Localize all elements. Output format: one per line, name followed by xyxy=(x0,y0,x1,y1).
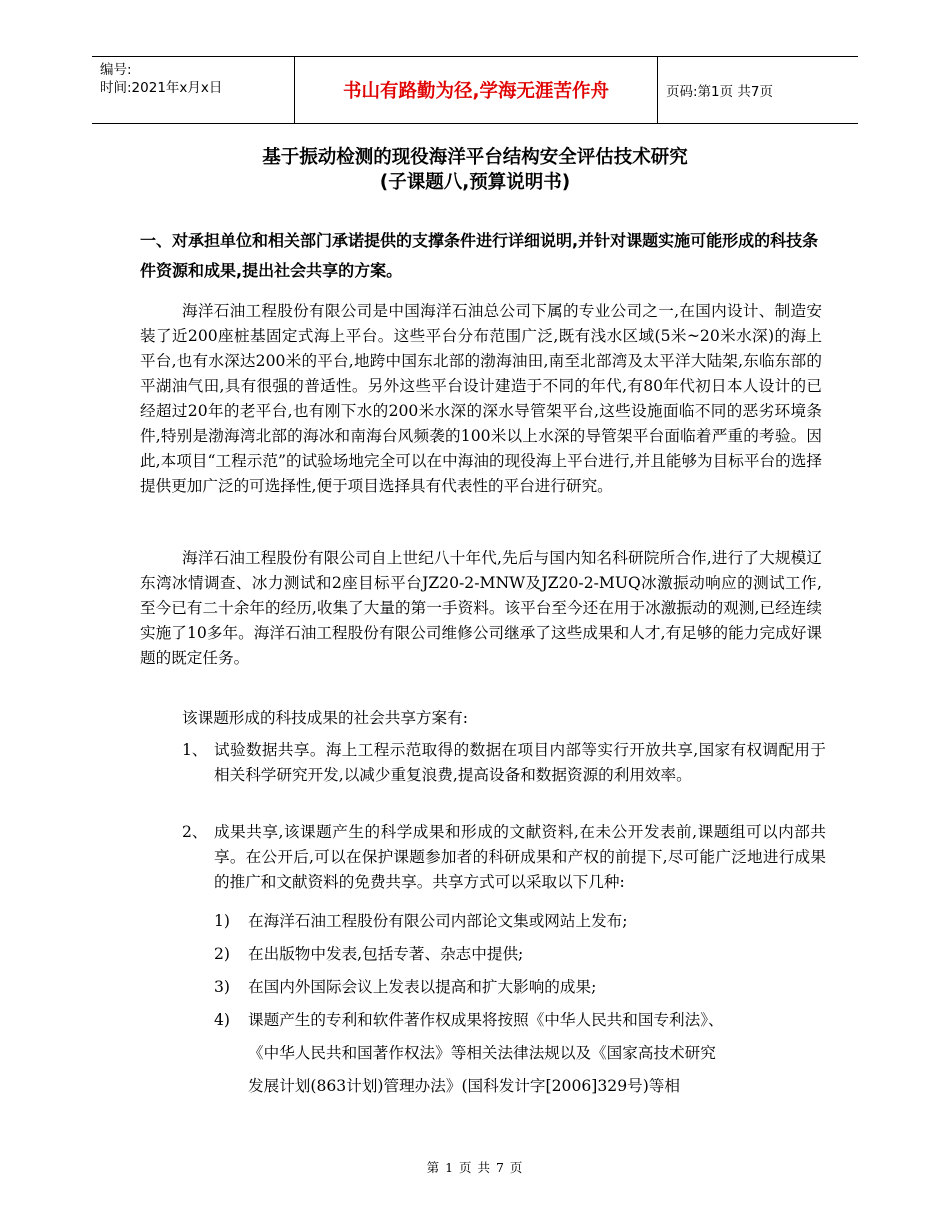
sub-item-marker: 1) xyxy=(214,912,231,930)
page-footer: 第 1 页 共 7 页 xyxy=(426,1160,524,1175)
sub-item-text: 在国内外国际会议上发表以提高和扩大影响的成果; xyxy=(248,978,597,996)
list-item-text: 试验数据共享。海上工程示范取得的数据在项目内部等实行开放共享,国家有权调配用于相关科学研究开发,以减少重复浪费,提高设备和数据资源的利用效率。 xyxy=(214,741,826,784)
motto-text: 书山有路勤为径,学海无涯苦作舟 xyxy=(342,81,610,102)
document-subtitle: (子课题八,预算说明书) xyxy=(379,172,571,193)
paragraph-2: 海洋石油工程股份有限公司自上世纪八十年代,先后与国内知名科研院所合作,进行了大规模辽东湾冰情调查、冰力测试和2座目标平台JZ20-2-MNW及JZ20-2-MUQ冰激振动响应的测试工作,至今已有二十余年的经历,收集了大量的第一手资料。该平台至今还在用于冰激振动的观测,已经连续实施了10多年。海洋石油工程股份有限公司维修公司继承了这些成果和人才,有足够的能力完成好课题的既定任务。 xyxy=(140,549,822,667)
paragraph-1: 海洋石油工程股份有限公司是中国海洋石油总公司下属的专业公司之一,在国内设计、制造安装了近200座桩基固定式海上平台。这些平台分布范围广泛,既有浅水区域(5米~20米水深)的海上平台,也有水深达200米的平台,地跨中国东北部的渤海油田,南至北部湾及太平洋大陆架,东临东部的平湖油气田,具有很强的普适性。另外这些平台设计建造于不同的年代,有80年代初日本人设计的已经超过20年的老平台,也有刚下水的200米水深的深水导管架平台,这些设施面临不同的恶劣环境条件,特别是渤海湾北部的海冰和南海台风频袭的100米以上水深的导管架平台面临着严重的考验。因此,本项目“工程示范”的试验场地完全可以在中海油的现役海上平台进行,并且能够为目标平台的选择提供更加广泛的可选择性,便于项目选择具有代表性的平台进行研究。 xyxy=(140,302,822,495)
page-info-text: 页码:第1页 共7页 xyxy=(666,84,774,100)
header-meta xyxy=(92,57,294,123)
sub-item-text: 在出版物中发表,包括专著、杂志中提供; xyxy=(248,945,524,963)
sharing-intro: 该课题形成的科技成果的社会共享方案有: xyxy=(182,709,468,727)
sub-item-continuation: 《中华人民共和国著作权法》等相关法律法规以及《国家高技术研究 xyxy=(248,1044,716,1062)
list-item-marker: 1、 xyxy=(182,741,208,759)
sub-item-continuation: 发展计划(863计划)管理办法》(国科发计字[2006]329号)等相 xyxy=(248,1077,680,1095)
header-page-info xyxy=(658,57,858,123)
document-title: 基于振动检测的现役海洋平台结构安全评估技术研究 xyxy=(262,147,688,168)
header-motto xyxy=(294,57,658,123)
number-label: 编号: xyxy=(100,62,132,78)
sub-item-text: 课题产生的专利和软件著作权成果将按照《中华人民共和国专利法》、 xyxy=(248,1011,724,1029)
section-1-heading: 一、对承担单位和相关部门承诺提供的支撑条件进行详细说明,并针对课题实施可能形成的科技条件资源和成果,提出社会共享的方案。 xyxy=(140,231,819,280)
time-label: 时间:2021年x月x日 xyxy=(100,80,223,96)
list-item-text: 成果共享,该课题产生的科学成果和形成的文献资料,在未公开发表前,课题组可以内部共享。在公开后,可以在保护课题参加者的科研成果和产权的前提下,尽可能广泛地进行成果的推广和文献资料的免费共享。共享方式可以采取以下几种: xyxy=(214,823,826,891)
sub-item-marker: 3) xyxy=(214,978,231,996)
sub-item-marker: 4) xyxy=(214,1011,231,1029)
list-item-marker: 2、 xyxy=(182,823,208,841)
page-header xyxy=(92,56,858,124)
sub-item-marker: 2) xyxy=(214,945,231,963)
sub-item-text: 在海洋石油工程股份有限公司内部论文集或网站上发布; xyxy=(248,912,628,930)
